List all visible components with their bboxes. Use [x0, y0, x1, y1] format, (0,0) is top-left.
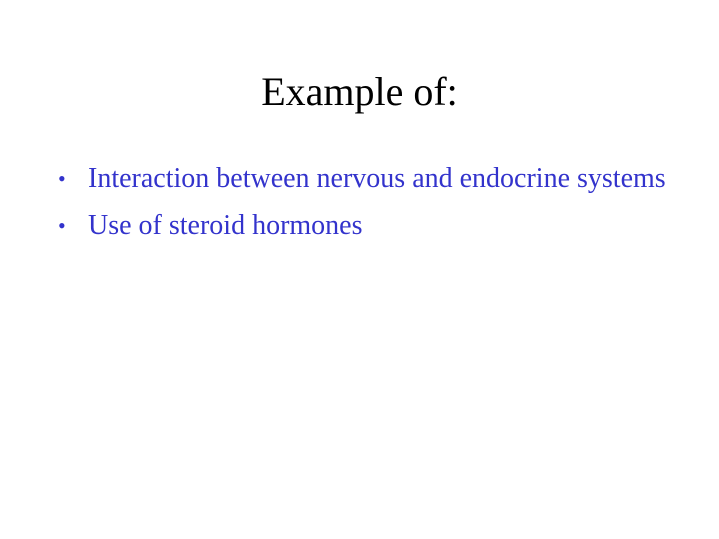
bullet-icon: • [58, 166, 66, 191]
bullet-item-interaction [58, 160, 678, 197]
bullet-list [58, 160, 678, 254]
slide-title: Example of: [261, 69, 458, 114]
bullet-item-steroid [58, 207, 678, 244]
bullet-text: Use of steroid hormones [88, 210, 363, 241]
bullet-icon: • [58, 213, 66, 238]
bullet-text: Interaction between nervous and endocrine systems [88, 163, 666, 194]
